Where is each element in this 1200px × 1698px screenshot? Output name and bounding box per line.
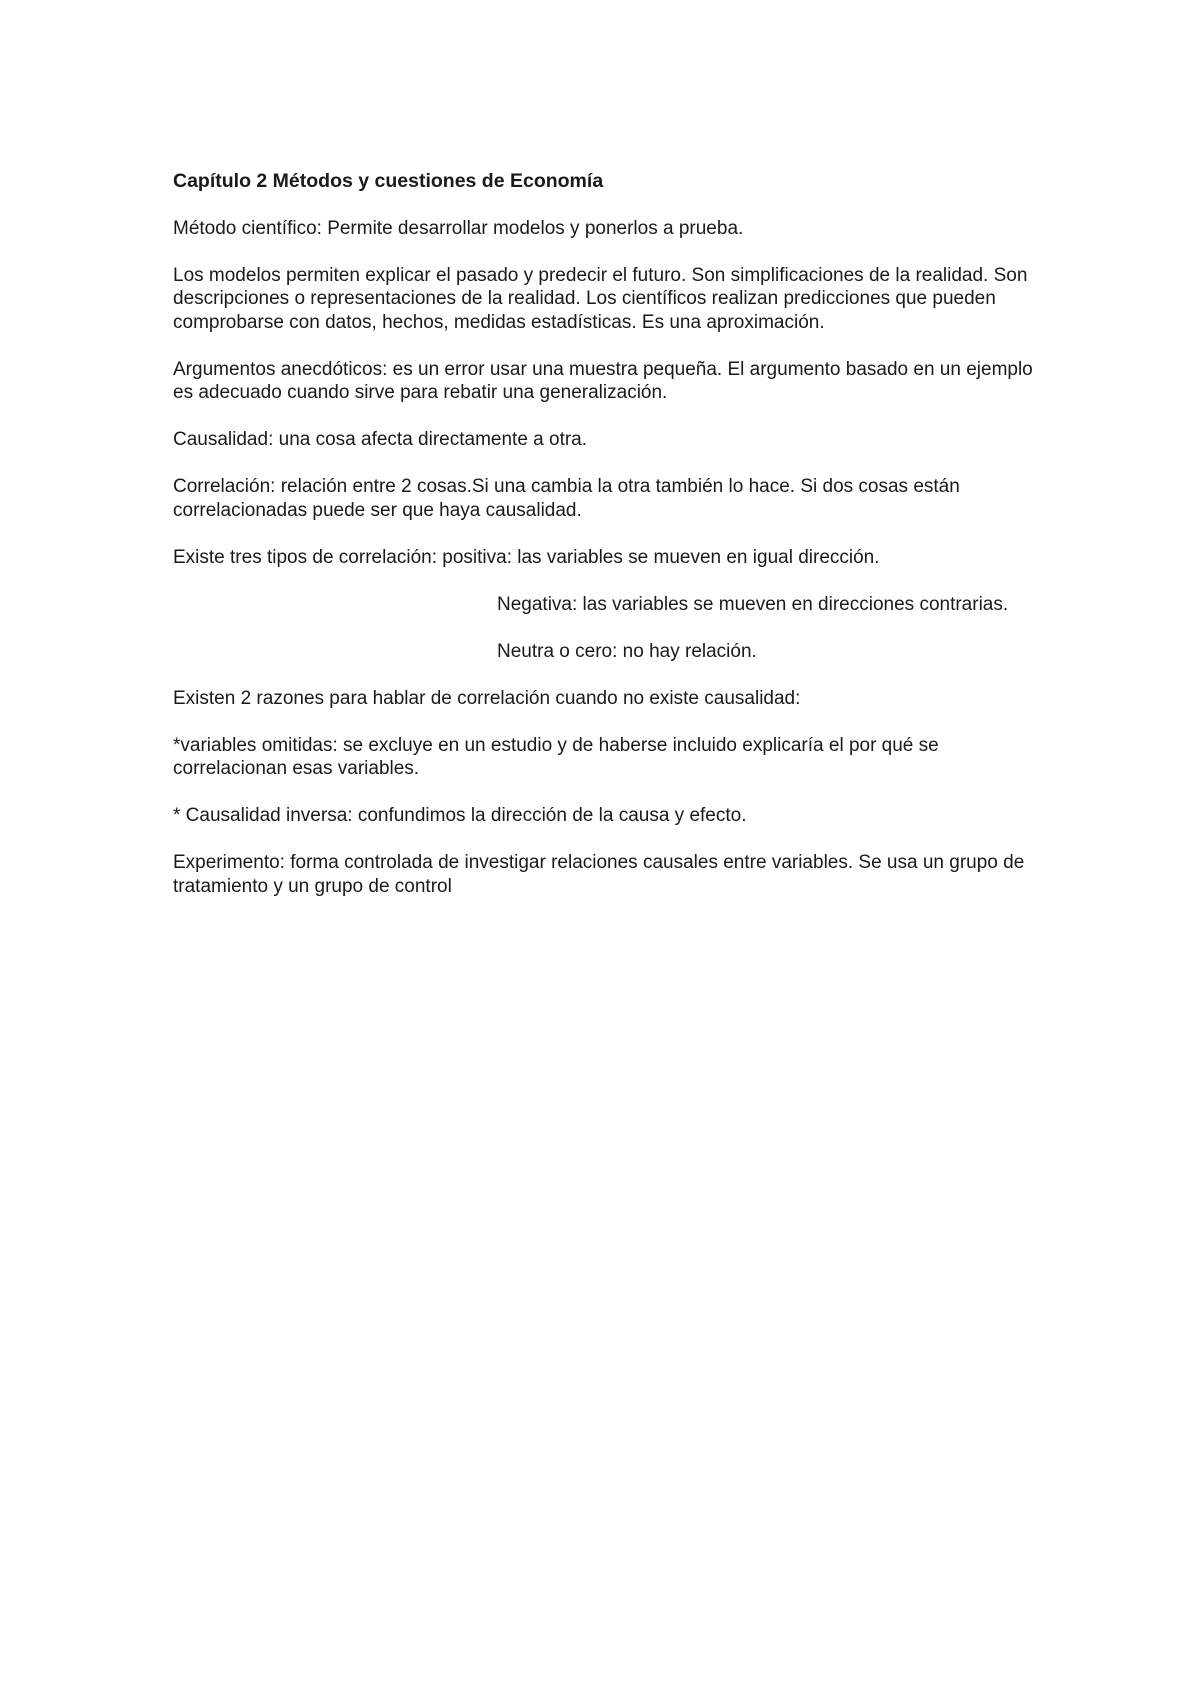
paragraph-variables-omitidas: *variables omitidas: se excluye en un estudio y de haberse incluido explicaría el por qué se correlacionan esas variables. (173, 734, 939, 779)
paragraph-experimento: Experimento: forma controlada de investigar relaciones causales entre variables. Se usa un grupo de tratamiento y un grupo de control (173, 852, 1025, 897)
paragraph-razones-correlacion: Existen 2 razones para hablar de correlación cuando no existe causalidad: (173, 687, 801, 709)
paragraph-causalidad: Causalidad: una cosa afecta directamente a otra. (173, 429, 588, 450)
paragraph-correlacion: Correlación: relación entre 2 cosas.Si una cambia la otra también lo hace. Si dos cosas están correlacionadas puede ser que haya causalidad. (173, 476, 960, 521)
paragraph-argumentos-anecdoticos: Argumentos anecdóticos: es un error usar una muestra pequeña. El argumento basado en un ejemplo es adecuado cuando sirve para rebatir una generalización. (173, 358, 1033, 403)
paragraph-tipos-correlacion: Existe tres tipos de correlación: positiva: las variables se mueven en igual dirección. (173, 546, 880, 568)
paragraph-correlacion-negativa: Negativa: las variables se mueven en direcciones contrarias. (497, 593, 1009, 615)
paragraph-correlacion-neutra: Neutra o cero: no hay relación. (497, 640, 757, 662)
paragraph-metodo-cientifico: Método científico: Permite desarrollar modelos y ponerlos a prueba. (173, 217, 744, 239)
paragraph-causalidad-inversa: * Causalidad inversa: confundimos la dirección de la causa y efecto. (173, 805, 747, 826)
paragraph-modelos: Los modelos permiten explicar el pasado y predecir el futuro. Son simplificaciones de la realidad. Son descripciones o representaciones de la realidad. Los científicos realizan predicciones que pueden comprobarse con datos, hechos, medidas estadísticas. Es una aproximación. (173, 264, 1028, 333)
document-body (173, 170, 1033, 922)
chapter-title: Capítulo 2 Métodos y cuestiones de Economía (173, 170, 604, 192)
